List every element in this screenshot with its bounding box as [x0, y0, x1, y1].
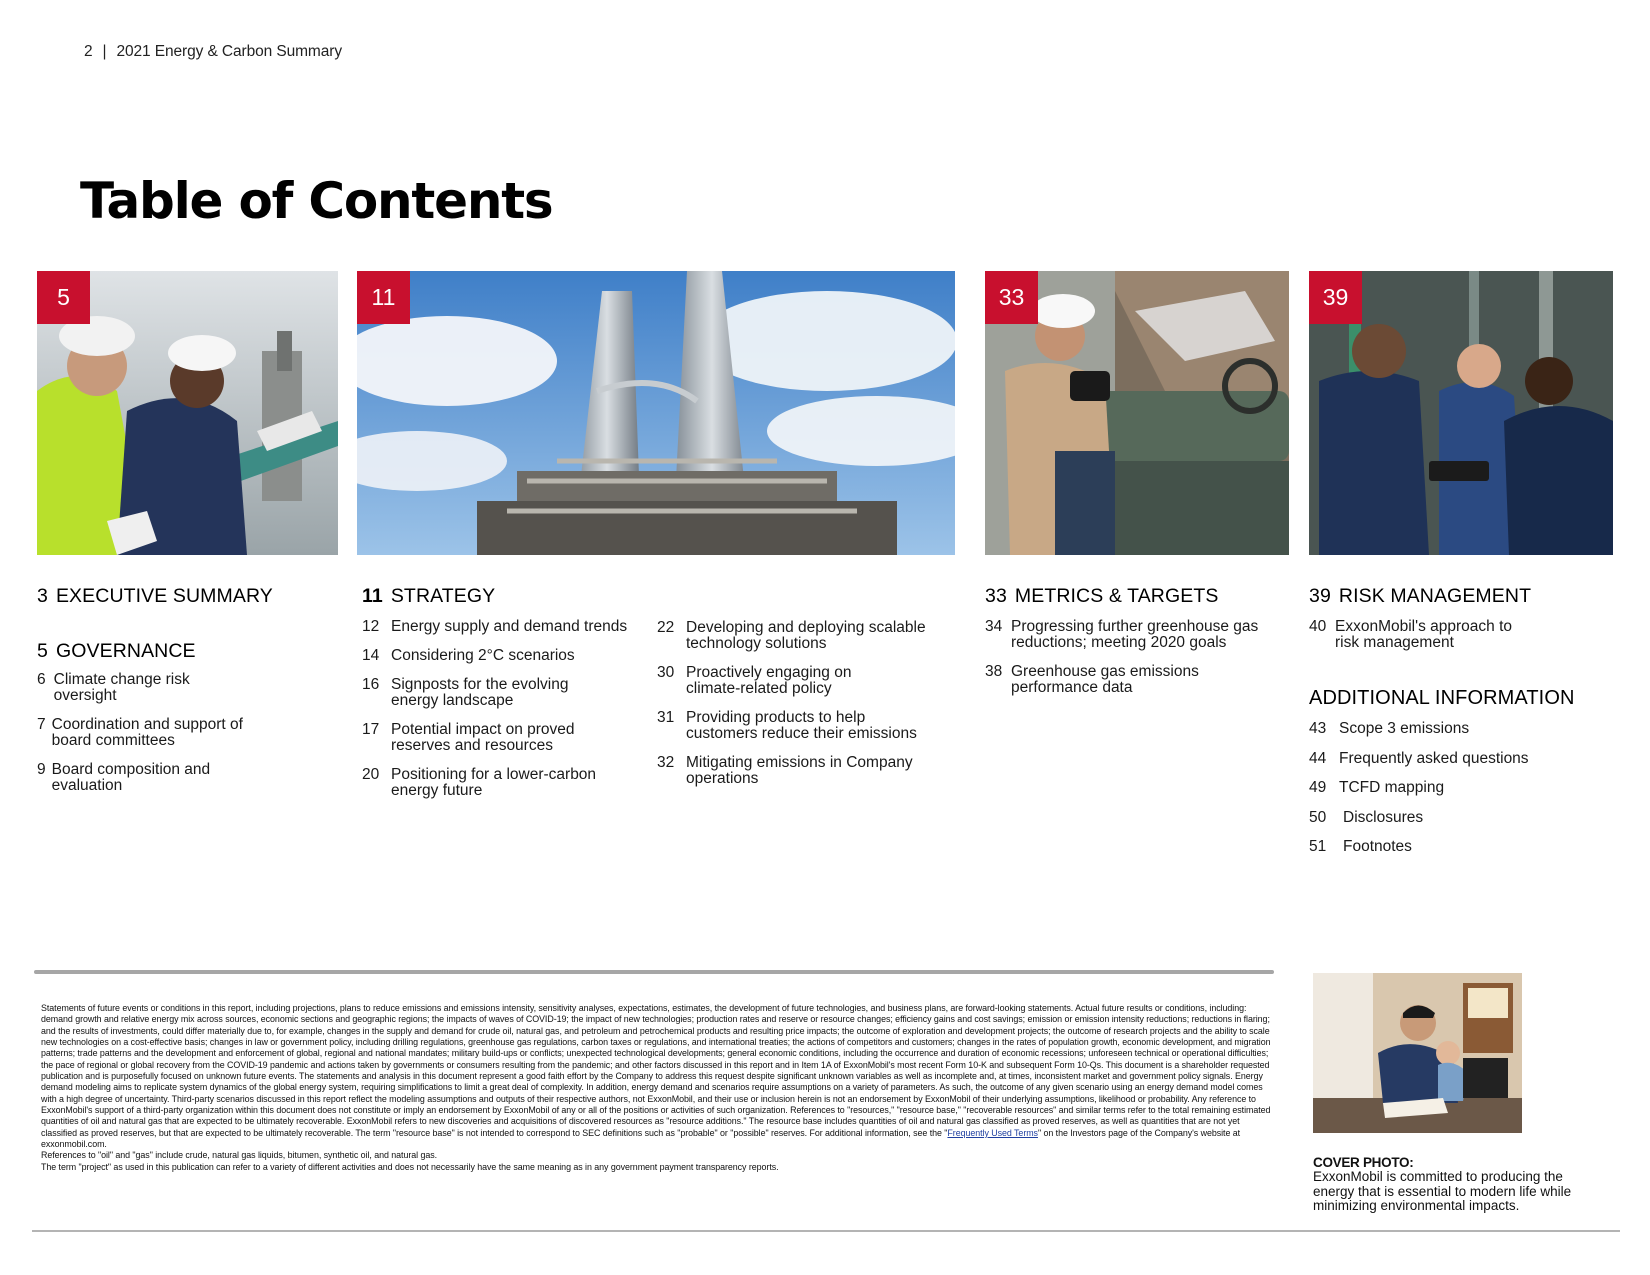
toc-item[interactable]: 6 Climate change risk oversight	[37, 671, 190, 704]
refinery-photo-icon	[357, 271, 955, 555]
page-number: 2	[84, 43, 93, 60]
toc-column-governance	[37, 585, 337, 807]
toc-item[interactable]: 31 Providing products to help customers reduce their emissions	[657, 709, 917, 742]
toc-item[interactable]: 51 Footnotes	[1309, 838, 1412, 855]
toc-item[interactable]: 43 Scope 3 emissions	[1309, 720, 1470, 737]
page-badge: 11	[357, 271, 410, 324]
toc-section-governance[interactable]: 5 GOVERNANCE	[37, 640, 196, 662]
toc-item[interactable]: 32 Mitigating emissions in Company operations	[657, 754, 913, 787]
toc-section-additional-information[interactable]: ADDITIONAL INFORMATION	[1309, 687, 1575, 709]
toc-column-strategy	[362, 585, 642, 812]
cover-photo-icon	[1313, 973, 1522, 1133]
toc-column-risk	[1309, 585, 1619, 869]
toc-item[interactable]: 14 Considering 2°C scenarios	[362, 647, 575, 664]
toc-section-metrics-targets[interactable]: 33 METRICS & TARGETS	[985, 585, 1219, 607]
toc-item[interactable]: 20 Positioning for a lower-carbon energy future	[362, 766, 597, 799]
toc-item[interactable]: 9 Board composition and evaluation	[37, 761, 211, 794]
photo-risk[interactable]	[1309, 271, 1613, 555]
toc-item[interactable]: 7 Coordination and support of board committees	[37, 716, 243, 749]
header-separator: |	[102, 43, 107, 60]
page-title: Table of Contents	[80, 172, 553, 230]
toc-item[interactable]: 30 Proactively engaging on climate-related policy	[657, 664, 852, 697]
toc-item[interactable]: 22 Developing and deploying scalable technology solutions	[657, 619, 926, 652]
photo-strategy[interactable]	[357, 271, 955, 555]
toc-item[interactable]: 17 Potential impact on proved reserves and resources	[362, 721, 575, 754]
toc-item[interactable]: 38 Greenhouse gas emissions performance data	[985, 663, 1199, 696]
toc-item[interactable]: 12 Energy supply and demand trends	[362, 618, 628, 635]
frequently-used-terms-link[interactable]: Frequently Used Terms	[947, 1127, 1038, 1138]
running-header	[84, 43, 342, 61]
toc-item[interactable]: 50 Disclosures	[1309, 808, 1424, 826]
cover-caption-text: ExxonMobil is committed to producing the energy that is essential to modern life while minimizing environmental impacts.	[1313, 1169, 1572, 1213]
forward-looking-disclaimer	[41, 1003, 1271, 1173]
toc-section-executive-summary[interactable]: 3 EXECUTIVE SUMMARY	[37, 585, 273, 607]
toc-section-risk-management[interactable]: 39 RISK MANAGEMENT	[1309, 585, 1532, 607]
cover-caption	[1313, 1156, 1603, 1213]
page-badge: 33	[985, 271, 1038, 324]
photo-metrics[interactable]	[985, 271, 1289, 555]
cover-caption-title: COVER PHOTO:	[1313, 1155, 1414, 1170]
section-divider	[34, 970, 1274, 974]
page-badge: 5	[37, 271, 90, 324]
toc-item[interactable]: 40 ExxonMobil's approach to risk management	[1309, 618, 1513, 651]
toc-item[interactable]: 44 Frequently asked questions	[1309, 749, 1529, 767]
disclaimer-project-note: The term "project" as used in this publication can refer to a variety of different activities and does not necessarily have the same meaning as in any government payment transparency reports.	[41, 1161, 779, 1172]
publication-title: 2021 Energy & Carbon Summary	[116, 43, 342, 60]
toc-item[interactable]: 16 Signposts for the evolving energy landscape	[362, 676, 569, 709]
toc-item[interactable]: 49 TCFD mapping	[1309, 779, 1445, 796]
photo-governance[interactable]	[37, 271, 338, 555]
toc-item[interactable]: 34 Progressing further greenhouse gas reductions; meeting 2020 goals	[985, 618, 1259, 651]
disclaimer-oil-gas-note: References to "oil" and "gas" include crude, natural gas liquids, bitumen, synthetic oil, and natural gas.	[41, 1150, 438, 1161]
toc-column-metrics	[985, 585, 1285, 709]
footer-divider	[32, 1230, 1620, 1232]
toc-column-strategy-continued	[657, 620, 957, 800]
additional-list	[1309, 721, 1619, 855]
strategy-list	[362, 619, 642, 799]
metrics-list	[985, 619, 1285, 696]
strategy-continued-list	[657, 620, 957, 787]
risk-list	[1309, 619, 1619, 651]
page-badge: 39	[1309, 271, 1362, 324]
cover-photo[interactable]	[1313, 973, 1522, 1133]
governance-list	[37, 672, 337, 794]
toc-section-strategy[interactable]: 11 STRATEGY	[362, 585, 496, 607]
disclaimer-paragraph: Statements of future events or conditions in this report, including projections, plans to reduce emissions and emissions intensity, sensitivity analyses, expectations, estimates, the development of future technologies, and business plans, are forward-looking statements. Actual future results or conditions, including: demand growth and relative energy mix across sources, economic sections and geographic regions; the impacts of waves of COVID-19; the impact of new technologies; production rates and reserve or resource changes; efficiency gains and cost savings; emission or emission intensity reductions; reductions in flaring; and the results of investments, could differ materially due to, for example, changes in the supply and demand for crude oil, natural gas, and petroleum and petrochemical products and resulting price impacts; the outcome of exploration and development projects; the outcome of research projects and the ability to scale new technologies on a cost-effective basis; changes in law or government policy, including drilling regulations, greenhouse gas regulations, carbon taxes or regulations, and international treaties; the actions of competitors and customers; changes in the rates of population growth, economic development, and migration patterns; trade patterns and the development and enforcement of global, regional and national mandates; military build-ups or conflicts; unexpected technological developments; general economic conditions, including the occurrence and duration of economic recessions; unforeseen technical or operational difficulties; the pace of regional or global recovery from the COVID-19 pandemic and actions taken by governments or consumers resulting from the pandemic; and other factors discussed in this report and in Item 1A of ExxonMobil's most recent Form 10-K and subsequent Form 10-Qs. This document is a shareholder requested publication and is purposefully focused on unknown future events. The statements and analysis in this document represent a good faith effort by the Company to address this request despite significant unknown variables as well as incomplete and, at times, inconsistent market and government policy signals. Energy demand modeling aims to replicate system dynamics of the global energy system, requiring simplifications to limit a great deal of complexity. In addition, energy demand and scenarios require assumptions on a variety of parameters. As such, the outcome of any given scenario using an energy demand model comes with a high degree of uncertainty. Third-party scenarios discussed in this report reflect the modeling assumptions and outputs of their respective authors, not ExxonMobil, and their use or inclusion herein is not an endorsement by ExxonMobil of their underlying assumptions, likelihood or probability. Any reference to ExxonMobil's support of a third-party organization within this document does not constitute or imply an endorsement by ExxonMobil of any or all of the positions or activities of such organization. References to "resources," "resource base," "recoverable resources" and similar terms refer to the total remaining estimated quantities of oil and natural gas that are expected to be ultimately recoverable. ExxonMobil refers to new discoveries and acquisitions of discovered resources as "resource additions." The resource base includes quantities of oil and natural gas classified as proved reserves, as well as quantities that are not yet classified as proved reserves, but that are expected to be ultimately recoverable. The term "resource base" is not intended to correspond to SEC definitions such as "probable" or "possible" reserves. For additional information, see the "Frequently Used Terms" on the Investors page of the Company's website at exxonmobil.com.	[41, 1003, 1271, 1150]
